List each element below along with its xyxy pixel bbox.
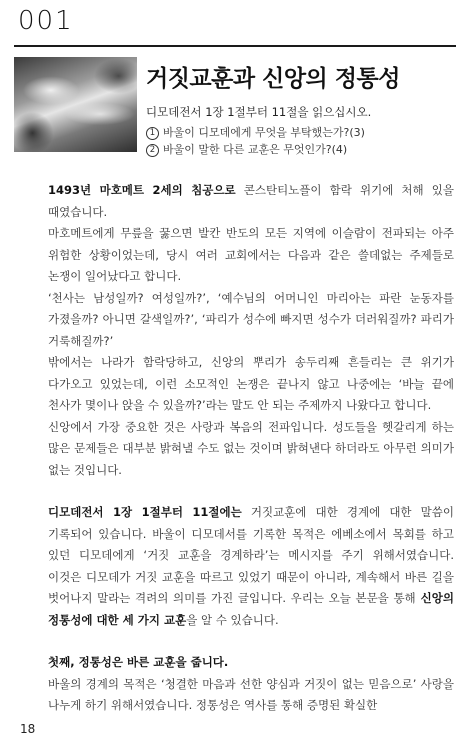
question-item [146,124,365,141]
paragraph-lead: 디모데전서 1장 1절부터 11절에는 [48,505,242,519]
paragraph-text: 콘스탄티노플이 함락 위기에 처해 있을 때였습니다. [48,183,454,219]
paragraph: 마호메트에게 무릎을 꿇으면 발칸 반도의 모든 지역에 이슬람이 전파되는 아주 위험한 상황이었는데, 당시 여러 교회에서는 다음과 같은 쓸데없는 주제들로 논쟁이 일어났다고 합니다. [48,226,454,283]
question-text: 바울이 말한 다른 교훈은 무엇인가?(4) [163,143,348,156]
paragraph-lead: 1493년 마호메트 2세의 침공으로 [48,183,236,197]
lesson-number: 001 [18,6,74,36]
paragraph-text: 을 알 수 있습니다. [186,612,279,627]
question-number-icon: 1 [146,127,159,140]
waterfall-photo [14,57,137,152]
paragraph-emphasis: 신앙의 정통성에 대한 세 가지 교훈 [48,591,454,627]
page-title: 거짓교훈과 신앙의 정통성 [146,66,400,92]
paragraph-text: 거짓교훈에 대한 경계에 대한 말씀이 기록되어 있습니다. 바울이 디모데서를 기록한 목적은 에베소에서 목회를 하고 있던 디모데에게 ‘거짓 교훈을 경계하라’는 메시지를 주기 위해서였습니다. 이것은 디모데가 거짓 교훈을 따르고 있었기 때문이 아니라, 계속해서 바른 길을 벗어나지 말라는 격려의 의미를 가진 글입니다. 우리는 오늘 본문을 통해 [48,505,454,605]
paragraph-scripture [48,502,454,631]
paragraph-intro [48,180,454,223]
page-number: 18 [20,722,36,736]
paragraph: 밖에서는 나라가 함락당하고, 신앙의 뿌리가 송두리째 흔들리는 큰 위기가 다가오고 있었는데, 이런 소모적인 논쟁은 끝나지 않고 나중에는 ‘바늘 끝에 천사가 몇이나 앉을 수 있을까?’라는 말도 안 되는 주제까지 나왔다고 합니다. [48,355,454,412]
reading-instruction: 디모데전서 1장 1절부터 11절을 읽으십시오. [146,105,372,119]
paragraph-quotes: ‘천사는 남성일까? 여성일까?’, ‘예수님의 어머니인 마리아는 파란 눈동자를 가졌을까? 아니면 갈색일까?’, ‘파리가 성수에 빠지면 성수가 더러워질까? 파리가 거룩해질까?’ [48,290,454,348]
question-text: 바울이 디모데에게 무엇을 부탁했는가?(3) [163,126,365,139]
question-item [146,141,365,158]
paragraph: 바울의 경계의 목적은 ‘청결한 마음과 선한 양심과 거짓이 없는 믿음으로’ 사랑을 나누게 하기 위해서였습니다. 정통성은 역사를 통해 증명된 확실한 [48,676,454,712]
question-number-icon: 2 [146,144,159,157]
question-list [146,124,365,158]
header-rule [14,45,456,47]
section-subheading: 첫째, 정통성은 바른 교훈을 줍니다. [48,655,229,669]
paragraph: 신앙에서 가장 중요한 것은 사랑과 복음의 전파입니다. 성도들을 헷갈리게 하는 많은 문제들은 대부분 밝혀낼 수도 없는 것이며 밝혀낸다 하더라도 아무런 의미가 없는 것입니다. [48,419,454,477]
body-text [48,180,454,717]
